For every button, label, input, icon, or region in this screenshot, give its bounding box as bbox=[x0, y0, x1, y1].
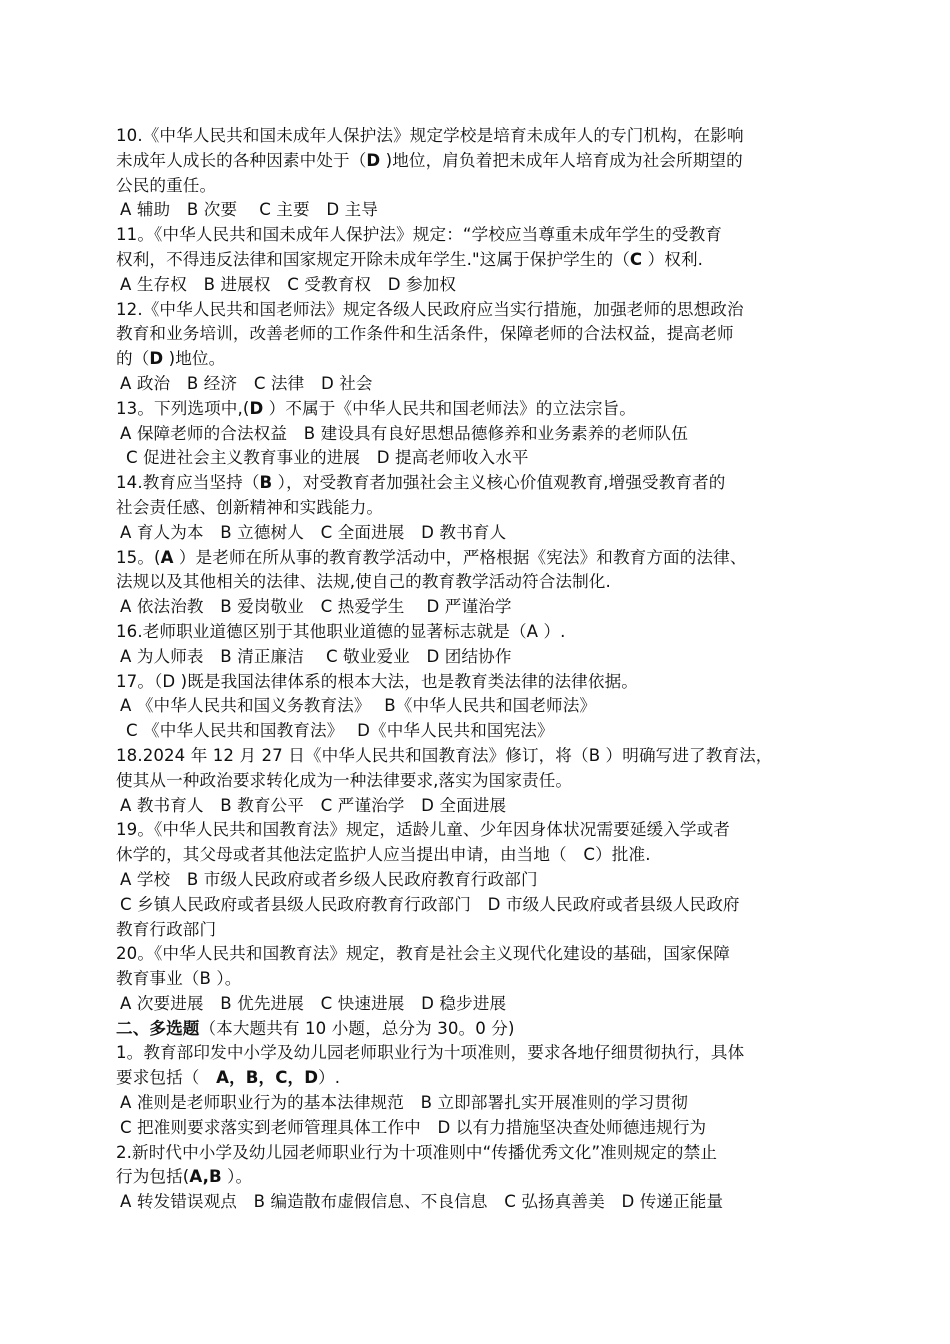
line-text: 使其从一种政治要求转化成为一种法律要求,落实为国家责任。 bbox=[116, 770, 573, 790]
answer-mark: D bbox=[366, 150, 381, 170]
text-line bbox=[116, 149, 846, 174]
text-line bbox=[116, 1116, 846, 1141]
text-line bbox=[116, 992, 846, 1017]
text-line bbox=[116, 198, 846, 223]
text-line bbox=[116, 1141, 846, 1166]
line-text-tail: ）. bbox=[318, 1068, 341, 1088]
text-line bbox=[116, 595, 846, 620]
text-line bbox=[116, 1190, 846, 1215]
text-line bbox=[116, 868, 846, 893]
line-text: 教育和业务培训，改善老师的工作条件和生活条件，保障老师的合法权益，提高老师 bbox=[116, 324, 734, 344]
line-text: 要求包括（ bbox=[116, 1068, 217, 1088]
line-text: 1。教育部印发中小学及幼儿园老师职业行为十项准则，要求各地仔细贯彻执行，具体 bbox=[116, 1043, 745, 1063]
text-line bbox=[116, 223, 846, 248]
line-text: 16.老师职业道德区别于其他职业道德的显著标志就是（A ）. bbox=[116, 621, 566, 641]
text-line bbox=[116, 174, 846, 199]
line-text: 教育事业（B ）。 bbox=[116, 969, 242, 989]
line-text: A 育人为本 B 立德树人 C 全面进展 D 教书育人 bbox=[120, 522, 507, 542]
line-text: 未成年人成长的各种因素中处于（ bbox=[116, 150, 367, 170]
text-line bbox=[116, 422, 846, 447]
text-line bbox=[116, 1091, 846, 1116]
line-text: 12.《中华人民共和国老师法》规定各级人民政府应当实行措施，加强老师的思想政治 bbox=[116, 299, 744, 319]
line-text: 11。《中华人民共和国未成年人保护法》规定：“学校应当尊重未成年学生的受教育 bbox=[116, 225, 722, 245]
answer-mark: D bbox=[249, 398, 264, 418]
text-line bbox=[116, 893, 846, 918]
line-text: 14.教育应当坚持（ bbox=[116, 473, 260, 493]
line-text: A 政治 B 经济 C 法律 D 社会 bbox=[120, 373, 373, 393]
text-line bbox=[116, 446, 846, 471]
text-line bbox=[116, 496, 846, 521]
text-line bbox=[116, 942, 846, 967]
answer-mark: A，B，C，D bbox=[216, 1068, 319, 1088]
line-text: 20。《中华人民共和国教育法》规定，教育是社会主义现代化建设的基础，国家保障 bbox=[116, 944, 730, 964]
text-line bbox=[116, 694, 846, 719]
line-text: C 乡镇人民政府或者县级人民政府教育行政部门 D 市级人民政府或者县级人民政府 bbox=[120, 894, 740, 914]
text-line bbox=[116, 620, 846, 645]
text-line bbox=[116, 347, 846, 372]
line-text: 2.新时代中小学及幼儿园老师职业行为十项准则中“传播优秀文化”准则规定的禁止 bbox=[116, 1142, 718, 1162]
line-text-tail: ），对受教育者加强社会主义核心价值观教育,增强受教育者的 bbox=[272, 473, 726, 493]
line-text: C 促进社会主义教育事业的进展 D 提高老师收入水平 bbox=[126, 448, 529, 468]
line-text: A 辅助 B 次要 C 主要 D 主导 bbox=[120, 200, 379, 220]
text-line bbox=[116, 744, 846, 769]
text-line bbox=[116, 322, 846, 347]
text-line bbox=[116, 1041, 846, 1066]
text-line bbox=[116, 818, 846, 843]
text-line bbox=[116, 298, 846, 323]
line-text: A 依法治教 B 爱岗敬业 C 热爱学生 D 严谨治学 bbox=[120, 597, 512, 617]
text-line bbox=[116, 521, 846, 546]
line-text: 17。（D )既是我国法律体系的根本大法，也是教育类法律的法律依据。 bbox=[116, 671, 638, 691]
document-page bbox=[116, 124, 846, 1215]
line-text: 教育行政部门 bbox=[116, 919, 217, 939]
line-text-tail: （本大题共有 10 小题，总分为 30。0 分) bbox=[199, 1018, 515, 1038]
text-line bbox=[116, 967, 846, 992]
line-text: A 《中华人民共和国义务教育法》 B《中华人民共和国老师法》 bbox=[120, 696, 597, 716]
line-text-tail: ）。 bbox=[221, 1167, 253, 1187]
line-text: 社会责任感、创新精神和实践能力。 bbox=[116, 497, 384, 517]
answer-mark: B bbox=[259, 473, 273, 493]
line-text: 15。( bbox=[116, 547, 161, 567]
line-text: 权利，不得违反法律和国家规定开除未成年学生."这属于保护学生的（ bbox=[116, 249, 630, 269]
line-text: 13。下列选项中,( bbox=[116, 398, 250, 418]
line-text: A 准则是老师职业行为的基本法律规范 B 立即部署扎实开展准则的学习贯彻 bbox=[120, 1093, 688, 1113]
text-line bbox=[116, 843, 846, 868]
text-line bbox=[116, 1165, 846, 1190]
line-text: 公民的重任。 bbox=[116, 175, 217, 195]
line-text: A 转发错误观点 B 编造散布虚假信息、不良信息 C 弘扬真善美 D 传递正能量 bbox=[120, 1192, 724, 1212]
answer-mark: A bbox=[160, 547, 174, 567]
line-text: A 生存权 B 进展权 C 受教育权 D 参加权 bbox=[120, 274, 457, 294]
text-line bbox=[116, 273, 846, 298]
text-line bbox=[116, 471, 846, 496]
text-line bbox=[116, 570, 846, 595]
line-text-tail: ）权利. bbox=[642, 249, 704, 269]
answer-mark: D bbox=[149, 349, 164, 369]
text-line bbox=[116, 1066, 846, 1091]
text-line bbox=[116, 719, 846, 744]
text-line bbox=[116, 397, 846, 422]
line-text: A 学校 B 市级人民政府或者乡级人民政府教育行政部门 bbox=[120, 869, 538, 889]
line-text: A 次要进展 B 优先进展 C 快速进展 D 稳步进展 bbox=[120, 993, 507, 1013]
text-line bbox=[116, 918, 846, 943]
text-line bbox=[116, 794, 846, 819]
answer-mark: A,B bbox=[189, 1167, 222, 1187]
line-text: 19。《中华人民共和国教育法》规定，适龄儿童、少年因身体状况需要延缓入学或者 bbox=[116, 820, 730, 840]
answer-mark: C bbox=[629, 249, 643, 269]
line-text: 18.2024 年 12 月 27 日《中华人民共和国教育法》修订，将（B ）明确写进了教育法， bbox=[116, 745, 773, 765]
line-text: 法规以及其他相关的法律、法规,使自己的教育教学活动符合法制化. bbox=[116, 572, 611, 592]
text-line bbox=[116, 670, 846, 695]
text-line bbox=[116, 1017, 846, 1042]
line-text-tail: )地位，肩负着把未成年人培育成为社会所期望的 bbox=[380, 150, 743, 170]
line-text: A 教书育人 B 教育公平 C 严谨治学 D 全面进展 bbox=[120, 795, 507, 815]
text-line bbox=[116, 248, 846, 273]
line-text: C 《中华人民共和国教育法》 D《中华人民共和国宪法》 bbox=[126, 721, 554, 741]
line-text: 10.《中华人民共和国未成年人保护法》规定学校是培育未成年人的专门机构，在影响 bbox=[116, 126, 744, 145]
line-text-tail: ）不属于《中华人民共和国老师法》的立法宗旨。 bbox=[263, 398, 636, 418]
line-text: A 为人师表 B 清正廉洁 C 敬业爱业 D 团结协作 bbox=[120, 646, 512, 666]
line-text: 的（ bbox=[116, 349, 150, 369]
text-line bbox=[116, 546, 846, 571]
text-line bbox=[116, 372, 846, 397]
line-text: A 保障老师的合法权益 B 建设具有良好思想品德修养和业务素养的老师队伍 bbox=[120, 423, 688, 443]
text-line bbox=[116, 124, 846, 149]
line-text: C 把准则要求落实到老师管理具体工作中 D 以有力措施坚决查处师德违规行为 bbox=[120, 1117, 707, 1137]
line-text-tail: )地位。 bbox=[163, 349, 226, 369]
line-text-tail: ）是老师在所从事的教育教学活动中，严格根据《宪法》和教育方面的法律、 bbox=[173, 547, 747, 567]
text-line bbox=[116, 769, 846, 794]
section-heading: 二、多选题 bbox=[116, 1018, 200, 1038]
line-text: 休学的，其父母或者其他法定监护人应当提出申请，由当地（ C）批准. bbox=[116, 845, 651, 865]
line-text: 行为包括( bbox=[116, 1167, 190, 1187]
text-line bbox=[116, 645, 846, 670]
